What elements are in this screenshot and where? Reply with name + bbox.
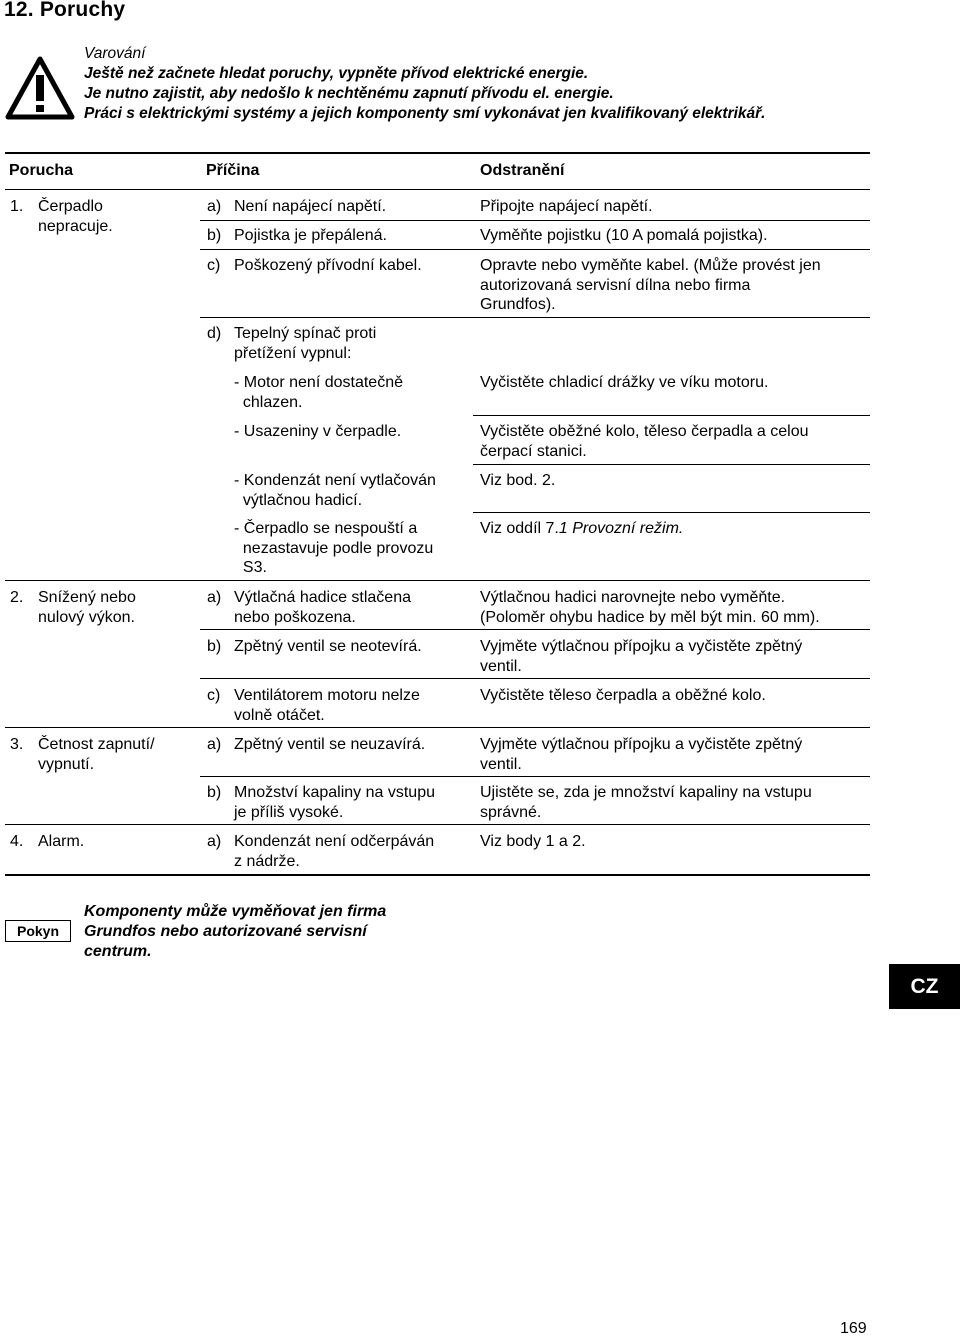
remedy-text: Opravte nebo vyměňte kabel. (Může provést jen autorizovaná servisní dílna nebo firma Grundfos). [480, 257, 821, 313]
cause-letter: b) [207, 227, 222, 244]
page-number: 169 [840, 1320, 867, 1337]
remedy-text: Viz bod. 2. [480, 472, 556, 489]
fault-number: 2. [10, 589, 24, 606]
cause-letter: b) [207, 784, 222, 801]
remedy-text: Vyčistěte chladicí drážky ve víku motoru. [480, 374, 769, 391]
table-bottom-rule [5, 874, 870, 876]
header-remedy: Odstranění [480, 162, 565, 179]
fault-number: 3. [10, 736, 24, 753]
row-rule [200, 629, 870, 630]
cause-letter: d) [207, 325, 222, 342]
cause-text: - Usazeniny v čerpadle. [234, 423, 402, 440]
cause-text: Zpětný ventil se neotevírá. [234, 638, 422, 655]
table-top-rule [5, 152, 870, 154]
row-rule [200, 678, 870, 679]
language-tab: CZ [889, 964, 960, 1009]
header-fault: Porucha [9, 162, 74, 179]
row-rule [473, 512, 870, 513]
cause-text: Množství kapaliny na vstupu je příliš vysoké. [234, 784, 435, 821]
cause-letter: a) [207, 833, 222, 850]
warning-line: Je nutno zajistit, aby nedošlo k nechtěnému zapnutí přívodu el. energie. [84, 85, 614, 102]
remedy-text: Vyčistěte oběžné kolo, těleso čerpadla a celou čerpací stanici. [480, 423, 809, 460]
cause-letter: c) [207, 257, 221, 274]
group-rule [5, 580, 870, 581]
cause-letter: a) [207, 736, 222, 753]
cause-text: Kondenzát není odčerpáván z nádrže. [234, 833, 435, 870]
row-rule [200, 220, 870, 221]
remedy-prefix: Viz oddíl 7. [480, 520, 559, 537]
warning-block [84, 44, 766, 124]
cause-letter: a) [207, 589, 222, 606]
cause-letter: a) [207, 198, 222, 215]
warning-line: Ještě než začnete hledat poruchy, vypněte přívod elektrické energie. [84, 65, 589, 82]
remedy-text: Vyjměte výtlačnou přípojku a vyčistěte zpětný ventil. [480, 736, 803, 773]
remedy-text: Vyjměte výtlačnou přípojku a vyčistěte zpětný ventil. [480, 638, 803, 675]
remedy-text: Vyčistěte těleso čerpadla a oběžné kolo. [480, 687, 766, 704]
cause-text: Výtlačná hadice stlačena nebo poškozena. [234, 589, 411, 626]
warning-heading: Varování [84, 45, 146, 62]
remedy-text: Ujistěte se, zda je množství kapaliny na vstupu správné. [480, 784, 812, 821]
row-rule [200, 249, 870, 250]
fault-label: Snížený nebo nulový výkon. [38, 589, 136, 626]
cause-text: - Čerpadlo se nespouští a nezastavuje podle provozu S3. [234, 520, 434, 576]
cause-text: Tepelný spínač proti přetížení vypnul: [234, 325, 377, 362]
fault-label: Četnost zapnutí/ vypnutí. [38, 736, 155, 773]
cause-letter: c) [207, 687, 221, 704]
cause-text: Zpětný ventil se neuzavírá. [234, 736, 426, 753]
cause-text: Není napájecí napětí. [234, 198, 387, 215]
remedy-text: Vyměňte pojistku (10 A pomalá pojistka). [480, 227, 768, 244]
cause-text: Pojistka je přepálená. [234, 227, 387, 244]
remedy-text: Výtlačnou hadici narovnejte nebo vyměňte. (Poloměr ohybu hadice by měl být min. 60 mm). [480, 589, 820, 626]
note-text: Komponenty může vyměňovat jen firma Grundfos nebo autorizované servisní centrum. [84, 903, 387, 960]
warning-triangle-icon [5, 56, 75, 120]
cause-text: Poškozený přívodní kabel. [234, 257, 422, 274]
cause-text: - Motor není dostatečně chlazen. [234, 374, 403, 411]
cause-letter: b) [207, 638, 222, 655]
fault-number: 4. [10, 833, 24, 850]
cause-text: - Kondenzát není vytlačován výtlačnou hadicí. [234, 472, 436, 509]
page-title: 12. Poruchy [4, 0, 126, 21]
row-rule [200, 776, 870, 777]
row-rule [473, 415, 870, 416]
remedy-text: Připojte napájecí napětí. [480, 198, 653, 215]
fault-number: 1. [10, 198, 24, 215]
row-rule [473, 464, 870, 465]
note-label-box: Pokyn [5, 920, 71, 942]
remedy-link-text: 1 Provozní režim. [558, 520, 684, 537]
cause-text: Ventilátorem motoru nelze volně otáčet. [234, 687, 420, 724]
fault-label: Alarm. [38, 833, 85, 850]
warning-line: Práci s elektrickými systémy a jejich komponenty smí vykonávat jen kvalifikovaný elektrikář. [84, 105, 766, 122]
group-rule [5, 824, 870, 825]
row-rule [200, 317, 870, 318]
group-rule [5, 727, 870, 728]
fault-label: Čerpadlo nepracuje. [38, 198, 113, 235]
header-rule [5, 189, 870, 190]
remedy-text: Viz body 1 a 2. [480, 833, 586, 850]
remedy-text [480, 519, 683, 539]
header-cause: Příčina [206, 162, 260, 179]
